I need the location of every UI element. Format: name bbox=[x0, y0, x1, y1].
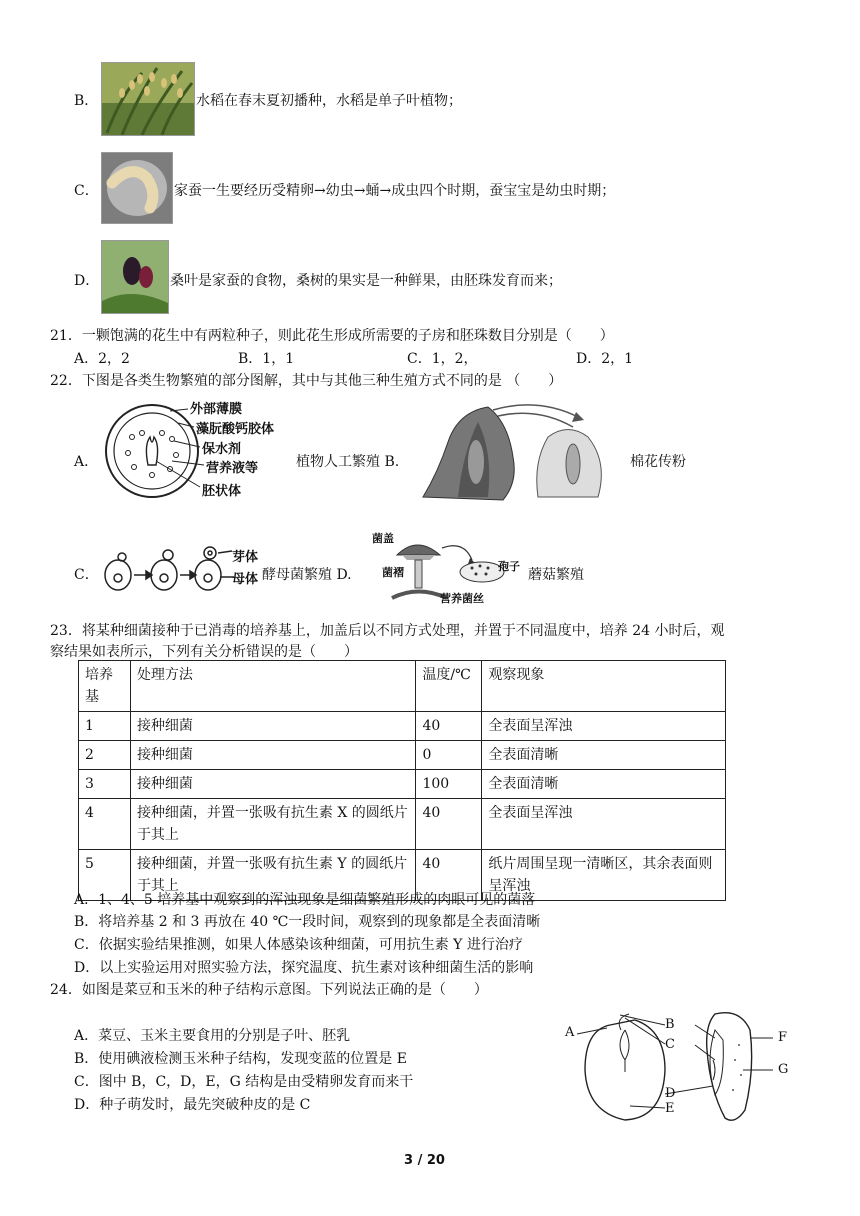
cell: 100 bbox=[416, 770, 482, 799]
cell: 0 bbox=[416, 741, 482, 770]
q22-c-label-mother: 母体 bbox=[232, 572, 259, 587]
experiment-table bbox=[78, 660, 726, 901]
cell: 5 bbox=[79, 850, 131, 901]
cell: 接种细菌，并置一张吸有抗生素 X 的圆纸片于其上 bbox=[130, 799, 416, 850]
seed-label-e: E bbox=[665, 1101, 675, 1116]
q23-option-d[interactable]: D．以上实验运用对照实验方法，探究温度、抗生素对该种细菌生活的影响 bbox=[74, 960, 534, 976]
q22-a-label-nutrient: 营养液等 bbox=[206, 461, 259, 476]
cell: 40 bbox=[416, 799, 482, 850]
option-b-letter: B． bbox=[74, 93, 99, 109]
seed-label-a: A bbox=[565, 1025, 575, 1040]
cell: 1 bbox=[79, 712, 131, 741]
rice-plant-icon bbox=[102, 63, 194, 135]
page-number: 3 / 20 bbox=[404, 1153, 445, 1168]
seed-label-f: F bbox=[778, 1030, 788, 1045]
q21-option-d[interactable]: D．2，1 bbox=[576, 351, 634, 367]
cell: 40 bbox=[416, 850, 482, 901]
table-header-row bbox=[79, 661, 726, 712]
cell: 全表面清晰 bbox=[482, 741, 726, 770]
q23-option-c[interactable]: C．依据实验结果推测，如果人体感染该种细菌，可用抗生素 Y 进行治疗 bbox=[74, 937, 523, 953]
seed-label-b: B bbox=[665, 1017, 675, 1032]
option-d-letter: D． bbox=[74, 273, 100, 289]
q24-option-c[interactable]: C．图中 B，C，D，E，G 结构是由受精卵发育而来干 bbox=[74, 1074, 414, 1090]
seed-structure-diagram bbox=[555, 1000, 805, 1130]
q22-a-label-embryoid: 胚状体 bbox=[202, 484, 242, 499]
header-medium: 培养 基 bbox=[79, 661, 131, 712]
cell: 4 bbox=[79, 799, 131, 850]
q22-a-label-water: 保水剂 bbox=[202, 442, 242, 457]
q22-a-label-gel: 藻朊酸钙胶体 bbox=[196, 422, 275, 437]
table-row bbox=[79, 799, 726, 850]
q22-stem: 22．下图是各类生物繁殖的部分图解，其中与其他三种生殖方式不同的是 （ ） bbox=[50, 373, 563, 389]
header-method: 处理方法 bbox=[130, 661, 416, 712]
q22-d-caption: 蘑菇繁殖 bbox=[528, 567, 584, 583]
cell: 40 bbox=[416, 712, 482, 741]
cell: 接种细菌 bbox=[130, 712, 416, 741]
table-row bbox=[79, 741, 726, 770]
q23-option-a[interactable]: A．1、4、5 培养基中观察到的浑浊现象是细菌繁殖形成的肉眼可见的菌落 bbox=[74, 892, 536, 908]
q22-a-label-membrane: 外部薄膜 bbox=[190, 402, 243, 417]
seed-label-g: G bbox=[778, 1062, 789, 1077]
q24-option-d[interactable]: D．种子萌发时，最先突破种皮的是 C bbox=[74, 1097, 311, 1113]
cell: 接种细菌，并置一张吸有抗生素 Y 的圆纸片于其上 bbox=[130, 850, 416, 901]
table-row bbox=[79, 712, 726, 741]
header-observation: 观察现象 bbox=[482, 661, 726, 712]
cell: 全表面清晰 bbox=[482, 770, 726, 799]
cell: 全表面呈浑浊 bbox=[482, 799, 726, 850]
cell: 3 bbox=[79, 770, 131, 799]
seed-label-d: D bbox=[665, 1086, 676, 1101]
q23-option-b[interactable]: B．将培养基 2 和 3 再放在 40 ℃一段时间，观察到的现象都是全表面清晰 bbox=[74, 914, 541, 930]
q24-option-b[interactable]: B．使用碘液检测玉米种子结构，发现变蓝的位置是 E bbox=[74, 1051, 407, 1067]
option-d-text: 桑叶是家蚕的食物，桑树的果实是一种鲜果，由胚珠发育而来； bbox=[170, 273, 562, 289]
header-temp: 温度/℃ bbox=[416, 661, 482, 712]
q21-stem: 21．一颗饱满的花生中有两粒种子，则此花生形成所需要的子房和胚珠数目分别是（ ） bbox=[50, 328, 614, 344]
cotton-pollination-diagram bbox=[418, 402, 618, 502]
cell: 纸片周围呈现一清晰区，其余表面则呈浑浊 bbox=[482, 850, 726, 901]
q22-d-label-cap: 菌盖 bbox=[372, 532, 394, 545]
silkworm-image bbox=[101, 152, 173, 224]
q22-c-label-bud: 芽体 bbox=[232, 550, 259, 565]
q22-d-label-spore: 孢子 bbox=[498, 560, 520, 573]
q22-d-label-mycelium: 营养菌丝 bbox=[440, 592, 484, 605]
mulberry-icon bbox=[102, 241, 168, 313]
option-b-text: 水稻在春末夏初播种，水稻是单子叶植物； bbox=[196, 93, 462, 109]
cell: 2 bbox=[79, 741, 131, 770]
q21-option-a[interactable]: A．2，2 bbox=[74, 351, 130, 367]
option-c-letter: C． bbox=[74, 183, 99, 199]
silkworm-icon bbox=[102, 153, 172, 223]
q21-option-b[interactable]: B．1，1 bbox=[238, 351, 295, 367]
q23-stem-line1: 23．将某种细菌接种于已消毒的培养基上，加盖后以不同方式处理，并置于不同温度中，培养 24 小时后，观 bbox=[50, 623, 725, 639]
q22-d-label-gills: 菌褶 bbox=[382, 566, 404, 579]
q21-option-c[interactable]: C．1，2， bbox=[407, 351, 478, 367]
cell: 接种细菌 bbox=[130, 770, 416, 799]
q24-option-a[interactable]: A．菜豆、玉米主要食用的分别是子叶、胚乳 bbox=[74, 1028, 351, 1044]
q23-stem-line2: 察结果如表所示，下列有关分析错误的是（ ） bbox=[50, 644, 358, 660]
q22-a-caption: 植物人工繁殖 B. bbox=[296, 454, 400, 470]
q22-b-caption: 棉花传粉 bbox=[630, 454, 686, 470]
q22-option-a-letter[interactable]: A． bbox=[74, 454, 99, 470]
q24-stem: 24．如图是菜豆和玉米的种子结构示意图。下列说法正确的是（ ） bbox=[50, 982, 488, 998]
cell: 接种细菌 bbox=[130, 741, 416, 770]
q22-c-caption: 酵母菌繁殖 D. bbox=[262, 567, 352, 583]
rice-image bbox=[101, 62, 195, 136]
mulberry-image bbox=[101, 240, 169, 314]
table-row bbox=[79, 770, 726, 799]
seed-label-c: C bbox=[665, 1037, 675, 1052]
cell: 全表面呈浑浊 bbox=[482, 712, 726, 741]
q22-option-c-letter[interactable]: C． bbox=[74, 567, 99, 583]
option-c-text: 家蚕一生要经历受精卵→幼虫→蛹→成虫四个时期，蚕宝宝是幼虫时期； bbox=[174, 183, 616, 199]
